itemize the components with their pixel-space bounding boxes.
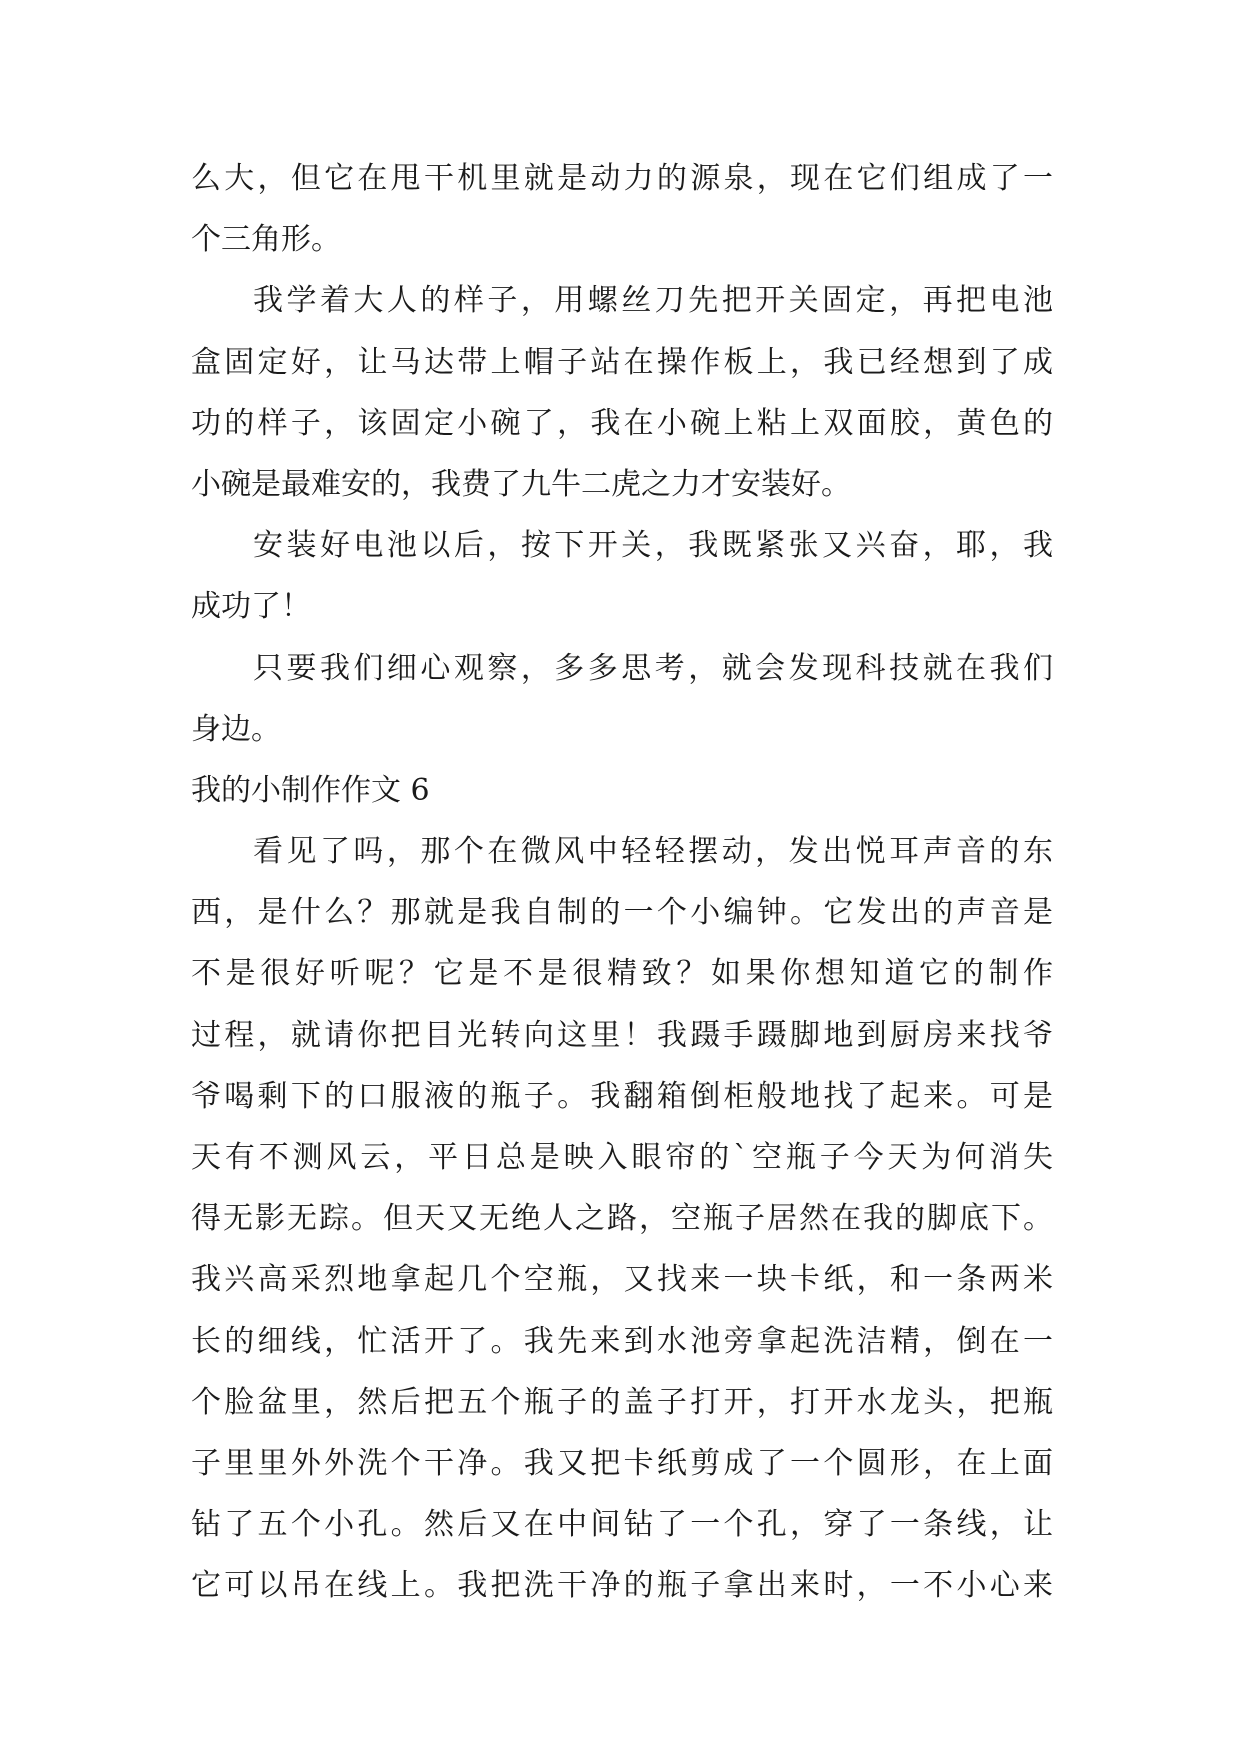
document-body <box>191 148 1053 1617</box>
text-line: 得无影无踪。但天又无绝人之路，空瓶子居然在我的脚底下。 <box>191 1201 1053 1237</box>
text-line: 长的细线，忙活开了。我先来到水池旁拿起洗洁精，倒在一 <box>191 1323 1053 1359</box>
text-line: 功的样子，该固定小碗了，我在小碗上粘上双面胶，黄色的 <box>191 405 1053 441</box>
text-line: 西，是什么？那就是我自制的一个小编钟。它发出的声音是 <box>191 895 1053 931</box>
text-line: 安装好电池以后，按下开关，我既紧张又兴奋，耶，我 <box>253 528 1053 564</box>
text-line: 我兴高采烈地拿起几个空瓶，又找来一块卡纸，和一条两米 <box>191 1262 1053 1298</box>
text-line: 小碗是最难安的，我费了九牛二虎之力才安装好。 <box>191 466 851 502</box>
text-line: 天有不测风云，平日总是映入眼帘的`空瓶子今天为何消失 <box>191 1140 1053 1175</box>
text-line: 过程，就请你把目光转向这里！我蹑手蹑脚地到厨房来找爷 <box>191 1017 1053 1053</box>
text-line: 钻了五个小孔。然后又在中间钻了一个孔，穿了一条线，让 <box>191 1507 1053 1543</box>
text-line: 么大，但它在甩干机里就是动力的源泉，现在它们组成了一 <box>191 161 1053 196</box>
text-line: 看见了吗，那个在微风中轻轻摆动，发出悦耳声音的东 <box>253 834 1053 870</box>
text-line: 个三角形。 <box>191 222 341 258</box>
text-line: 盒固定好，让马达带上帽子站在操作板上，我已经想到了成 <box>191 344 1053 380</box>
text-line: 只要我们细心观察，多多思考，就会发现科技就在我们 <box>253 650 1053 686</box>
text-line: 我学着大人的样子，用螺丝刀先把开关固定，再把电池 <box>253 283 1053 319</box>
text-line: 爷喝剩下的口服液的瓶子。我翻箱倒柜般地找了起来。可是 <box>191 1078 1053 1114</box>
text-line: 子里里外外洗个干净。我又把卡纸剪成了一个圆形，在上面 <box>191 1445 1053 1481</box>
text-line: 身边。 <box>191 711 281 747</box>
text-line: 成功了！ <box>191 589 311 625</box>
text-line: 个脸盆里，然后把五个瓶子的盖子打开，打开水龙头，把瓶 <box>191 1384 1053 1420</box>
text-line: 不是很好听呢？它是不是很精致？如果你想知道它的制作 <box>191 956 1053 992</box>
section-heading: 我的小制作作文 6 <box>191 772 430 808</box>
text-line: 它可以吊在线上。我把洗干净的瓶子拿出来时，一不小心来 <box>191 1568 1053 1604</box>
